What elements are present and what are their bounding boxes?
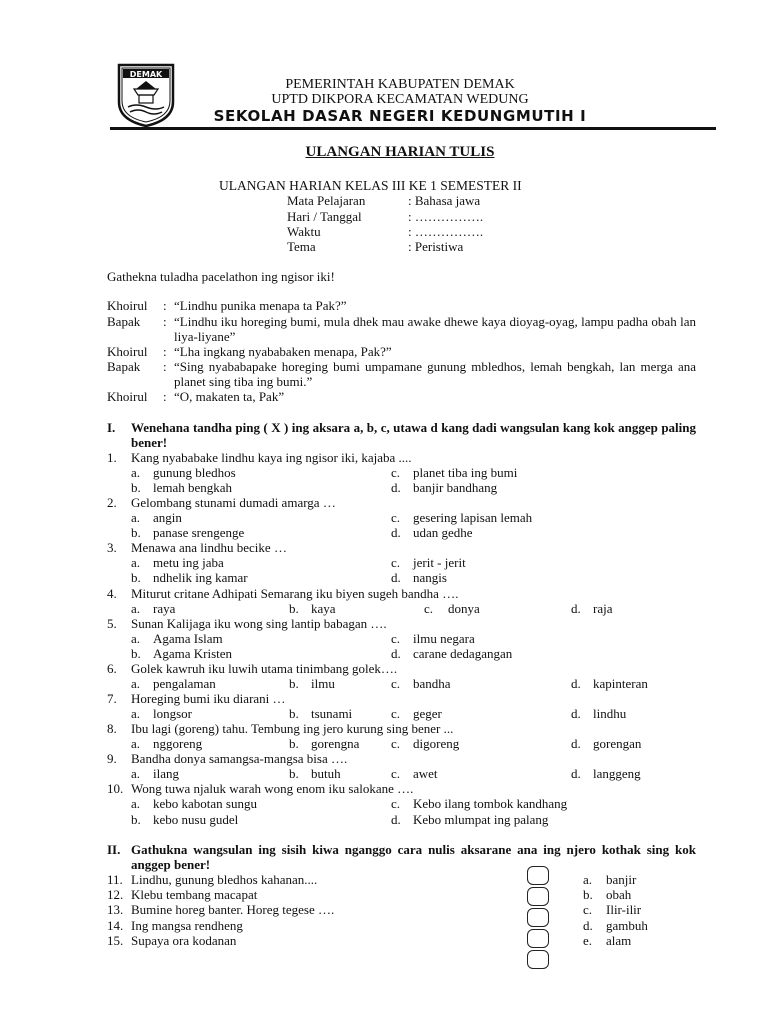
option-letter: d. xyxy=(571,706,581,721)
answer-option: obah xyxy=(606,887,632,902)
answer-letter: a. xyxy=(583,872,593,887)
match-statement: Bumine horeg banter. Horeg tegese …. xyxy=(131,902,335,917)
option-letter: c. xyxy=(391,766,401,781)
option-text: kebo nusu gudel xyxy=(153,812,239,827)
option-text: carane dedagangan xyxy=(413,646,513,661)
question-number: 3. xyxy=(107,540,117,555)
option-text: donya xyxy=(448,601,480,616)
option-letter: a. xyxy=(131,465,141,480)
option-text: gorengna xyxy=(311,736,360,751)
option-letter: c. xyxy=(391,796,401,811)
option-text: lemah bengkah xyxy=(153,480,233,495)
dialog-colon: : xyxy=(163,298,167,313)
option-letter: d. xyxy=(391,480,401,495)
match-statement: Supaya ora kodanan xyxy=(131,933,237,948)
dialog-speaker: Khoirul xyxy=(107,298,148,313)
option-letter: b. xyxy=(131,570,141,585)
option-text: Kebo mlumpat ing palang xyxy=(413,812,549,827)
option-letter: d. xyxy=(391,812,401,827)
option-letter: d. xyxy=(571,766,581,781)
question-text: Sunan Kalijaga iku wong sing lantip babagan …. xyxy=(131,616,387,631)
option-letter: a. xyxy=(131,601,141,616)
option-text: kapinteran xyxy=(593,676,648,691)
header-government: PEMERINTAH KABUPATEN DEMAK xyxy=(285,77,515,92)
document-title: ULANGAN HARIAN TULIS xyxy=(305,144,495,160)
option-letter: b. xyxy=(289,706,299,721)
question-text: Kang nyababake lindhu kaya ing ngisor iki, kajaba .... xyxy=(131,450,412,465)
question-number: 6. xyxy=(107,661,117,676)
option-text: kaya xyxy=(311,601,336,616)
question-text: Golek kawruh iku luwih utama tinimbang golek…. xyxy=(131,661,398,676)
option-text: pengalaman xyxy=(153,676,216,691)
dialog-instruction: Gathekna tuladha pacelathon ing ngisor iki! xyxy=(107,269,335,284)
option-letter: a. xyxy=(131,676,141,691)
option-text: Agama Kristen xyxy=(153,646,233,661)
option-text: angin xyxy=(153,510,182,525)
option-text: ilmu xyxy=(311,676,335,691)
option-letter: b. xyxy=(131,525,141,540)
dialog-line: “Lindhu iku horeging bumi, mula dhek mau awake dhewe kaya dioyag-oyag, lampu padha obah lan liya-liyane” xyxy=(174,314,696,344)
demak-regency-crest-icon xyxy=(116,62,176,128)
option-text: raja xyxy=(593,601,613,616)
answer-box[interactable] xyxy=(527,950,549,969)
header-school-name: SEKOLAH DASAR NEGERI KEDUNGMUTIH I xyxy=(213,107,587,125)
question-text: Miturut critane Adhipati Semarang iku biyen sugeh bandha …. xyxy=(131,586,459,601)
question-text: Ibu lagi (goreng) tahu. Tembung ing jero kurung sing bener ... xyxy=(131,721,454,736)
option-letter: a. xyxy=(131,706,141,721)
option-text: ilang xyxy=(153,766,179,781)
question-number: 2. xyxy=(107,495,117,510)
option-letter: d. xyxy=(391,570,401,585)
answer-option: Ilir-ilir xyxy=(606,902,642,917)
meta-label: Tema xyxy=(287,239,316,254)
option-letter: d. xyxy=(391,525,401,540)
option-letter: b. xyxy=(289,736,299,751)
question-text: Menawa ana lindhu becike … xyxy=(131,540,287,555)
option-text: jerit - jerit xyxy=(413,555,466,570)
question-text: Wong tuwa njaluk warah wong enom iku salokane …. xyxy=(131,781,414,796)
option-letter: c. xyxy=(391,676,401,691)
question-number: 7. xyxy=(107,691,117,706)
match-statement: Lindhu, gunung bledhos kahanan.... xyxy=(131,872,318,887)
option-letter: d. xyxy=(571,736,581,751)
option-letter: b. xyxy=(289,601,299,616)
answer-box[interactable] xyxy=(527,866,549,885)
meta-value: : ……………. xyxy=(408,209,484,224)
meta-label: Waktu xyxy=(287,224,321,239)
option-text: awet xyxy=(413,766,438,781)
question-text: Gelombang stunami dumadi amarga … xyxy=(131,495,336,510)
option-letter: a. xyxy=(131,510,141,525)
meta-value: : Bahasa jawa xyxy=(408,193,481,208)
option-text: bandha xyxy=(413,676,451,691)
option-text: gunung bledhos xyxy=(153,465,236,480)
option-text: udan gedhe xyxy=(413,525,473,540)
dialog-speaker: Bapak xyxy=(107,359,141,374)
option-text: nggoreng xyxy=(153,736,203,751)
option-text: butuh xyxy=(311,766,341,781)
exam-subtitle: ULANGAN HARIAN KELAS III KE 1 SEMESTER II xyxy=(219,178,522,193)
option-letter: a. xyxy=(131,736,141,751)
question-number: 5. xyxy=(107,616,117,631)
option-text: ilmu negara xyxy=(413,631,475,646)
dialog-speaker: Khoirul xyxy=(107,344,148,359)
option-letter: d. xyxy=(571,676,581,691)
dialog-speaker: Bapak xyxy=(107,314,141,329)
section-heading: Gathukna wangsulan ing sisih kiwa nganggo cara nulis aksarane ana ing njero kothak sing kok anggep bener! xyxy=(131,842,696,872)
match-number: 11. xyxy=(107,872,123,887)
dialog-speaker: Khoirul xyxy=(107,389,148,404)
answer-letter: b. xyxy=(583,887,593,902)
option-text: geger xyxy=(413,706,442,721)
option-text: longsor xyxy=(153,706,192,721)
option-letter: c. xyxy=(391,465,401,480)
match-number: 15. xyxy=(107,933,124,948)
meta-value: : ……………. xyxy=(408,224,484,239)
option-text: Agama Islam xyxy=(153,631,223,646)
answer-box[interactable] xyxy=(527,908,549,927)
dialog-colon: : xyxy=(163,359,167,374)
dialog-line: “Sing nyababapake horeging bumi umpamane gunung mbledhos, lemah bengkah, lan merga ana planet sing tiba ing bumi.” xyxy=(174,359,696,389)
answer-letter: d. xyxy=(583,918,593,933)
option-letter: b. xyxy=(289,676,299,691)
option-text: raya xyxy=(153,601,176,616)
section-number: I. xyxy=(107,420,116,435)
answer-option: banjir xyxy=(606,872,637,887)
option-letter: a. xyxy=(131,555,141,570)
option-letter: b. xyxy=(289,766,299,781)
option-text: langgeng xyxy=(593,766,641,781)
option-text: tsunami xyxy=(311,706,353,721)
option-text: gesering lapisan lemah xyxy=(413,510,533,525)
school-logo xyxy=(116,62,176,128)
option-text: nangis xyxy=(413,570,447,585)
dialog-line: “O, makaten ta, Pak” xyxy=(174,389,285,404)
option-letter: c. xyxy=(391,706,401,721)
option-letter: b. xyxy=(131,812,141,827)
section-heading: Wenehana tandha ping ( X ) ing aksara a, b, c, utawa d kang dadi wangsulan kang kok anggep paling bener! xyxy=(131,420,696,450)
svg-text:DEMAK: DEMAK xyxy=(129,70,163,79)
meta-value: : Peristiwa xyxy=(408,239,464,254)
header-office: UPTD DIKPORA KECAMATAN WEDUNG xyxy=(271,92,529,107)
match-statement: Klebu tembang macapat xyxy=(131,887,258,902)
match-number: 12. xyxy=(107,887,124,902)
answer-box[interactable] xyxy=(527,887,549,906)
option-text: banjir bandhang xyxy=(413,480,498,495)
option-letter: a. xyxy=(131,766,141,781)
match-statement: Ing mangsa rendheng xyxy=(131,918,243,933)
answer-option: alam xyxy=(606,933,632,948)
question-number: 10. xyxy=(107,781,124,796)
meta-label: Mata Pelajaran xyxy=(287,193,366,208)
option-text: metu ing jaba xyxy=(153,555,224,570)
option-text: kebo kabotan sungu xyxy=(153,796,257,811)
dialog-colon: : xyxy=(163,314,167,329)
header-divider xyxy=(110,127,716,130)
option-letter: a. xyxy=(131,796,141,811)
option-letter: b. xyxy=(131,480,141,495)
option-letter: c. xyxy=(424,601,434,616)
option-text: gorengan xyxy=(593,736,642,751)
match-number: 13. xyxy=(107,902,124,917)
option-letter: d. xyxy=(391,646,401,661)
option-letter: a. xyxy=(131,631,141,646)
answer-letter: e. xyxy=(583,933,593,948)
dialog-colon: : xyxy=(163,389,167,404)
dialog-line: “Lha ingkang nyababaken menapa, Pak?” xyxy=(174,344,392,359)
option-letter: c. xyxy=(391,555,401,570)
option-letter: d. xyxy=(571,601,581,616)
section-number: II. xyxy=(107,842,121,857)
dialog-colon: : xyxy=(163,344,167,359)
question-number: 9. xyxy=(107,751,117,766)
option-text: Kebo ilang tombok kandhang xyxy=(413,796,568,811)
option-text: panase srengenge xyxy=(153,525,245,540)
question-number: 8. xyxy=(107,721,117,736)
option-text: planet tiba ing bumi xyxy=(413,465,518,480)
answer-box[interactable] xyxy=(527,929,549,948)
option-text: ndhelik ing kamar xyxy=(153,570,248,585)
answer-option: gambuh xyxy=(606,918,648,933)
dialog-line: “Lindhu punika menapa ta Pak?” xyxy=(174,298,347,313)
question-text: Horeging bumi iku diarani … xyxy=(131,691,286,706)
option-letter: c. xyxy=(391,631,401,646)
question-text: Bandha donya samangsa-mangsa bisa …. xyxy=(131,751,348,766)
option-text: lindhu xyxy=(593,706,627,721)
question-number: 4. xyxy=(107,586,117,601)
option-letter: b. xyxy=(131,646,141,661)
option-letter: c. xyxy=(391,510,401,525)
meta-label: Hari / Tanggal xyxy=(287,209,362,224)
option-letter: c. xyxy=(391,736,401,751)
match-number: 14. xyxy=(107,918,124,933)
option-text: digoreng xyxy=(413,736,460,751)
question-number: 1. xyxy=(107,450,117,465)
answer-letter: c. xyxy=(583,902,593,917)
